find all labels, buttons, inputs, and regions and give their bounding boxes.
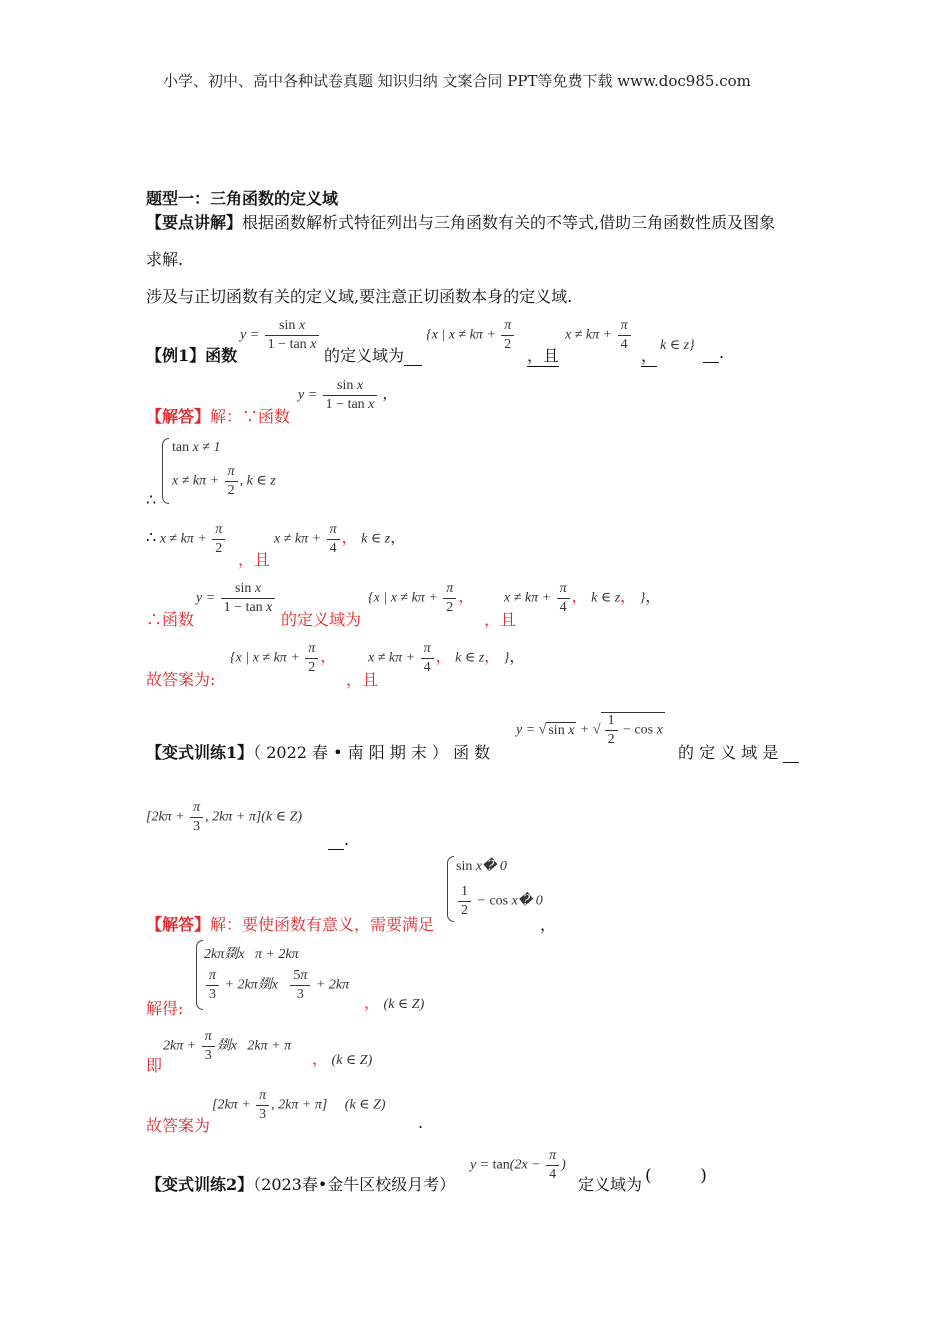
domain-set-part2: x ≠ kπ + $\frac{\pi}{4}$ ， k ∈ z， }，: [504, 581, 662, 615]
variant1-source: （ 2022 春 • 南 阳 期 末 ） 函 数: [253, 743, 491, 762]
variant2-label: 【变式训练2】: [146, 1175, 254, 1194]
variant1-final-answer: [2kπ + $\frac{\pi}{3}$ , 2kπ + π] (k ∈ Z): [212, 1088, 386, 1122]
key-points-line1: [146, 210, 775, 233]
therefore-func-text: ∴函数: [146, 610, 195, 629]
ie-k: ， (k ∈ Z): [312, 1051, 373, 1068]
therefore-line-part1: ∴ x ≠ kπ + $\frac{\pi}{2}$: [146, 522, 227, 557]
variant1-final-period: .: [418, 1113, 424, 1132]
variant1-label: 【变式训练1】: [146, 743, 254, 762]
solution-intro-text: 解：∵函数: [210, 407, 291, 426]
ie-line: 2kπ + $\frac{\pi}{3}$ 剟x 2kπ + π: [163, 1029, 292, 1063]
variant1-system-line1: sin x� 0: [456, 859, 507, 874]
solve-line1: 2kπ剟x π + 2kπ: [204, 947, 299, 962]
variant1-solution-label: 【解答】: [146, 915, 211, 934]
example1-suffix-text: 的定义域为: [324, 346, 405, 365]
example1-function: y = $\frac{\text{sin x}}{\text{1 − tan x}}$: [240, 318, 321, 353]
example1-answer-set: {x | x ≠ kπ + $\frac{\pi}{2}$: [426, 318, 516, 353]
therefore-symbol: ∴: [146, 490, 157, 509]
example1-answer-comma: ，: [641, 343, 657, 367]
example1-suffix: [324, 343, 422, 366]
variant1-system-line2: $\frac{1}{2}$ − cos x� 0: [456, 884, 543, 919]
variant2-function: y = tan(2x − $\frac{\pi}{4}$ ): [470, 1148, 566, 1182]
solve-label: 解得:: [146, 999, 184, 1018]
variant1-function: y = √ sin x + √ $\frac{1}{2}$ − cos x: [516, 713, 663, 747]
example1-answer-and-text: ，且: [527, 343, 559, 367]
key-points-label: 【要点讲解】: [146, 213, 243, 232]
solution-label-text: 【解答】: [146, 407, 211, 426]
variant2-blank-paren: ( ): [645, 1166, 707, 1186]
example1-final-label: 故答案为:: [146, 670, 216, 689]
variant2-source: （2023春•金牛区校级月考）: [253, 1175, 456, 1194]
system-line2: x ≠ kπ + $\frac{\pi}{2}$ , k ∈ z: [172, 464, 276, 498]
variant2-question: [146, 1172, 455, 1195]
solve-line2: $\frac{\pi}{3}$ + 2kπ剟x $\frac{5\pi}{3}$ + 2kπ: [204, 968, 349, 1003]
variant1-solution-intro: 解：要使函数有意义，需要满足: [210, 915, 435, 934]
ie-label: 即: [146, 1056, 163, 1075]
final-set: {x | x ≠ kπ + $\frac{\pi}{2}$ ，: [230, 641, 337, 675]
domain-and: ，且: [484, 610, 517, 629]
solve-brace: [196, 940, 203, 1010]
domain-set: {x | x ≠ kπ + $\frac{\pi}{2}$ ，: [368, 581, 475, 615]
domain-line-prefix: [146, 607, 194, 630]
variant1-suffix-text: 的 定 义 域 是: [678, 743, 779, 762]
example1-answer-part2: x ≠ kπ + $\frac{\pi}{4}$: [565, 318, 633, 353]
final-and: ，且: [346, 670, 379, 689]
domain-function: y = $\frac{\text{sin x}}{\text{1 − tan x}}$: [196, 581, 277, 616]
example1-solution-label: [146, 404, 290, 427]
example1-label: [146, 343, 237, 366]
key-points-text1: 根据函数解析式特征列出与三角函数有关的不等式,借助三角函数性质及图象: [242, 213, 776, 232]
variant1-comma: ，: [540, 915, 557, 934]
variant2-suffix-text: 定义域为: [578, 1175, 643, 1194]
therefore-and: ，且: [238, 550, 271, 569]
variant1-suffix: [678, 740, 799, 763]
domain-is: 的定义域为: [281, 610, 362, 629]
variant1-system-brace: [447, 856, 454, 922]
therefore-line-part2: x ≠ kπ + $\frac{\pi}{4}$ ， k ∈ z，: [274, 522, 407, 556]
variant1-question: [146, 740, 490, 763]
variant2-suffix: [578, 1172, 642, 1195]
variant1-solution: [146, 912, 434, 935]
example1-answer-and: [527, 343, 559, 367]
variant1-final-label: 故答案为: [146, 1116, 211, 1135]
final-set-part2: x ≠ kπ + $\frac{\pi}{4}$ ， k ∈ z， }，: [368, 641, 526, 675]
variant1-blank: .: [328, 830, 349, 850]
system-brace: [162, 438, 169, 504]
page-header: 小学、初中、高中各种试卷真题 知识归纳 文案合同 PPT等免费下载 www.doc985.com: [163, 72, 751, 90]
key-points-line2: 求解.: [146, 250, 184, 269]
example1-blank-end: .: [703, 343, 724, 363]
example1-answer-k: k ∈ z}: [660, 338, 695, 353]
solve-k: ， (k ∈ Z): [364, 995, 425, 1012]
key-points-line3: 涉及与正切函数有关的定义域,要注意正切函数本身的定义域.: [146, 287, 573, 306]
example1-label-text: 【例1】函数: [146, 346, 238, 365]
section-title: 题型一：三角函数的定义域: [146, 189, 339, 208]
system-line1: tan x ≠ 1: [172, 440, 221, 455]
variant1-answer: [2kπ + $\frac{\pi}{3}$ , 2kπ + π](k ∈ Z): [146, 800, 303, 834]
solution-function: y = $\frac{\text{sin x}}{\text{1 − tan x}}$ ,: [298, 378, 387, 412]
